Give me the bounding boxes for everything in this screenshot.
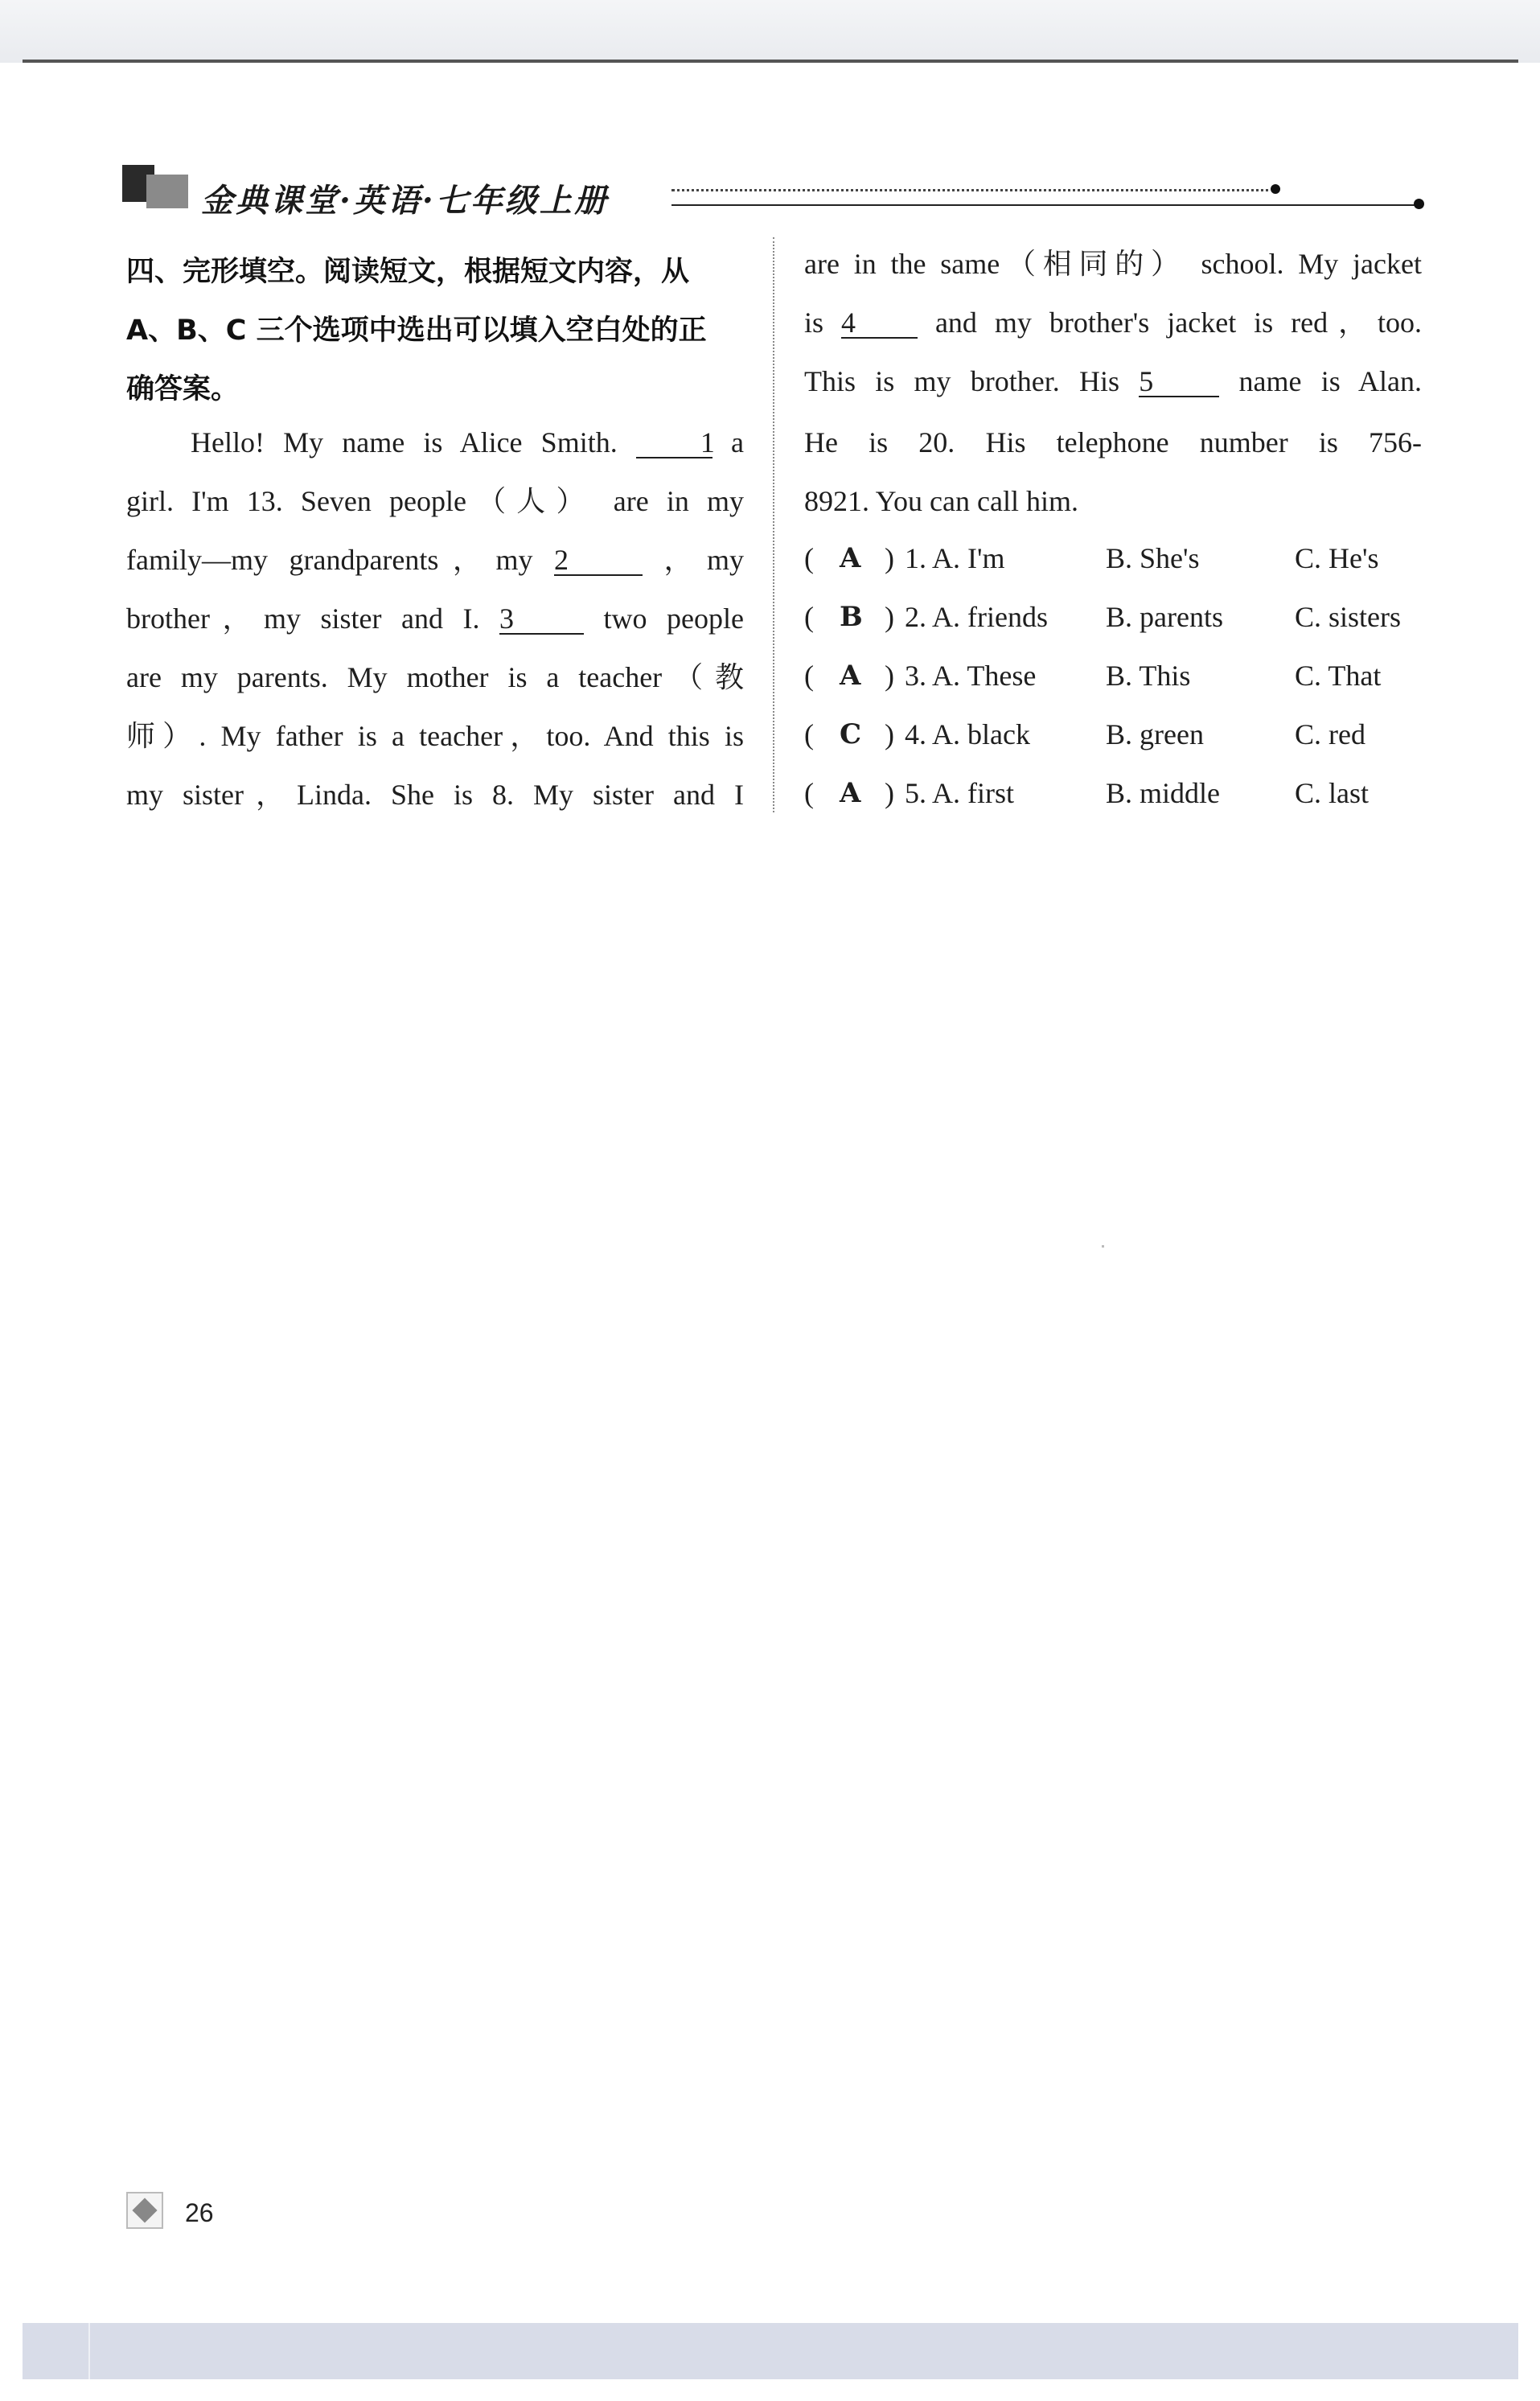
question-row-5	[804, 777, 1448, 809]
passage-line	[804, 308, 1422, 339]
answer-mark: A	[840, 542, 861, 574]
option-b: B. This	[1106, 660, 1191, 692]
scan-bottom-margin	[23, 2323, 1518, 2379]
paren-open: (	[804, 777, 814, 809]
option-a-text: A. black	[932, 718, 1030, 750]
paren-open: (	[804, 601, 814, 633]
blank-4: 4	[841, 308, 918, 339]
passage-line	[804, 249, 1422, 278]
passage-line	[126, 604, 744, 635]
passage-line	[804, 367, 1422, 397]
question-number: 4.	[905, 718, 926, 750]
passage-line	[126, 487, 744, 516]
paren-close: )	[885, 542, 894, 574]
option-a	[905, 777, 1014, 809]
question-row-4	[804, 718, 1448, 750]
answer-mark: A	[840, 660, 861, 692]
option-a-text: A. These	[932, 660, 1037, 692]
option-c: C. sisters	[1295, 601, 1402, 633]
option-a	[905, 718, 1030, 750]
passage-text: 8921. You can call him.	[804, 485, 1078, 517]
option-b: B. middle	[1106, 777, 1220, 809]
answer-mark: A	[840, 777, 861, 809]
question-row-3	[804, 660, 1448, 692]
option-c: C. He's	[1295, 542, 1379, 574]
passage-text: is	[804, 306, 824, 339]
paren-close: )	[885, 660, 894, 692]
passage-line	[126, 545, 744, 576]
paren-open: (	[804, 542, 814, 574]
paren-close: )	[885, 601, 894, 633]
passage-line	[126, 663, 744, 692]
option-a-text: A. friends	[932, 601, 1048, 633]
passage-line	[126, 428, 744, 458]
book-title: 金典课堂·英语·七年级上册	[201, 182, 609, 220]
option-b: B. She's	[1106, 542, 1200, 574]
question-number: 1.	[905, 542, 926, 574]
section-heading-line-3: 确答案。	[126, 373, 240, 405]
option-a-text: A. I'm	[932, 542, 1005, 574]
header-dotted-line	[671, 189, 1275, 191]
passage-text: family—my grandparents，my	[126, 544, 533, 576]
passage-text: ，my	[663, 544, 744, 576]
passage-line	[804, 487, 1422, 516]
page-paper	[23, 64, 1518, 2325]
paren-open: (	[804, 660, 814, 692]
passage-text: 师）. My father is a teacher，too. And this is	[126, 720, 744, 752]
option-a	[905, 542, 1005, 574]
scan-bottom-divider	[88, 2323, 90, 2379]
passage-text: my sister，Linda. She is 8. My sister and I	[126, 779, 744, 811]
option-b: B. green	[1106, 718, 1204, 750]
header-dot-end	[1414, 199, 1424, 209]
option-b: B. parents	[1106, 601, 1223, 633]
passage-text: He is 20. His telephone number is 756-	[804, 426, 1422, 458]
passage-text: This is my brother. His	[804, 365, 1120, 397]
option-a	[905, 660, 1036, 692]
option-a	[905, 601, 1048, 633]
scan-top-margin	[0, 0, 1540, 63]
scan-edge-line	[23, 60, 1518, 63]
passage-line	[804, 428, 1422, 457]
scan-speck	[1102, 1245, 1104, 1248]
blank-2: 2	[554, 545, 643, 576]
diamond-icon	[126, 2192, 163, 2229]
passage-text: Hello! My name is Alice Smith.	[191, 426, 618, 458]
answer-mark: C	[840, 718, 862, 750]
header-dot	[1271, 184, 1280, 194]
option-c: C. last	[1295, 777, 1370, 809]
page-number: 26	[185, 2198, 214, 2227]
paren-close: )	[885, 718, 894, 750]
blank-5: 5	[1139, 367, 1219, 397]
paren-open: (	[804, 718, 814, 750]
option-c: C. That	[1295, 660, 1382, 692]
column-divider	[773, 237, 774, 812]
header-rule	[671, 204, 1419, 206]
question-number: 5.	[905, 777, 926, 809]
book-logo-icon	[122, 165, 195, 210]
option-c: C. red	[1295, 718, 1365, 750]
section-heading-line-1: 四、完形填空。阅读短文，根据短文内容，从	[126, 256, 690, 288]
passage-text: and my brother's jacket is red，too.	[934, 306, 1423, 339]
passage-text: name is Alan.	[1238, 365, 1423, 397]
blank-1: 1	[636, 428, 713, 458]
passage-text: are my parents. My mother is a teacher（教	[126, 661, 744, 693]
passage-text: a	[731, 426, 745, 458]
blank-3: 3	[499, 604, 584, 635]
option-a-text: A. first	[932, 777, 1015, 809]
passage-text: two people	[603, 602, 744, 635]
question-row-2	[804, 601, 1448, 633]
passage-text: brother，my sister and I.	[126, 602, 480, 635]
answer-mark: B	[840, 601, 863, 633]
question-number: 2.	[905, 601, 926, 633]
question-row-1	[804, 542, 1448, 574]
section-heading-line-2: A、B、C 三个选项中选出可以填入空白处的正	[126, 315, 707, 347]
passage-text: are in the same（相同的） school. My jacket	[804, 248, 1422, 280]
question-number: 3.	[905, 660, 926, 692]
paren-close: )	[885, 777, 894, 809]
passage-line	[126, 722, 744, 750]
passage-text: girl. I'm 13. Seven people（人） are in my	[126, 485, 744, 517]
passage-line	[126, 780, 744, 809]
